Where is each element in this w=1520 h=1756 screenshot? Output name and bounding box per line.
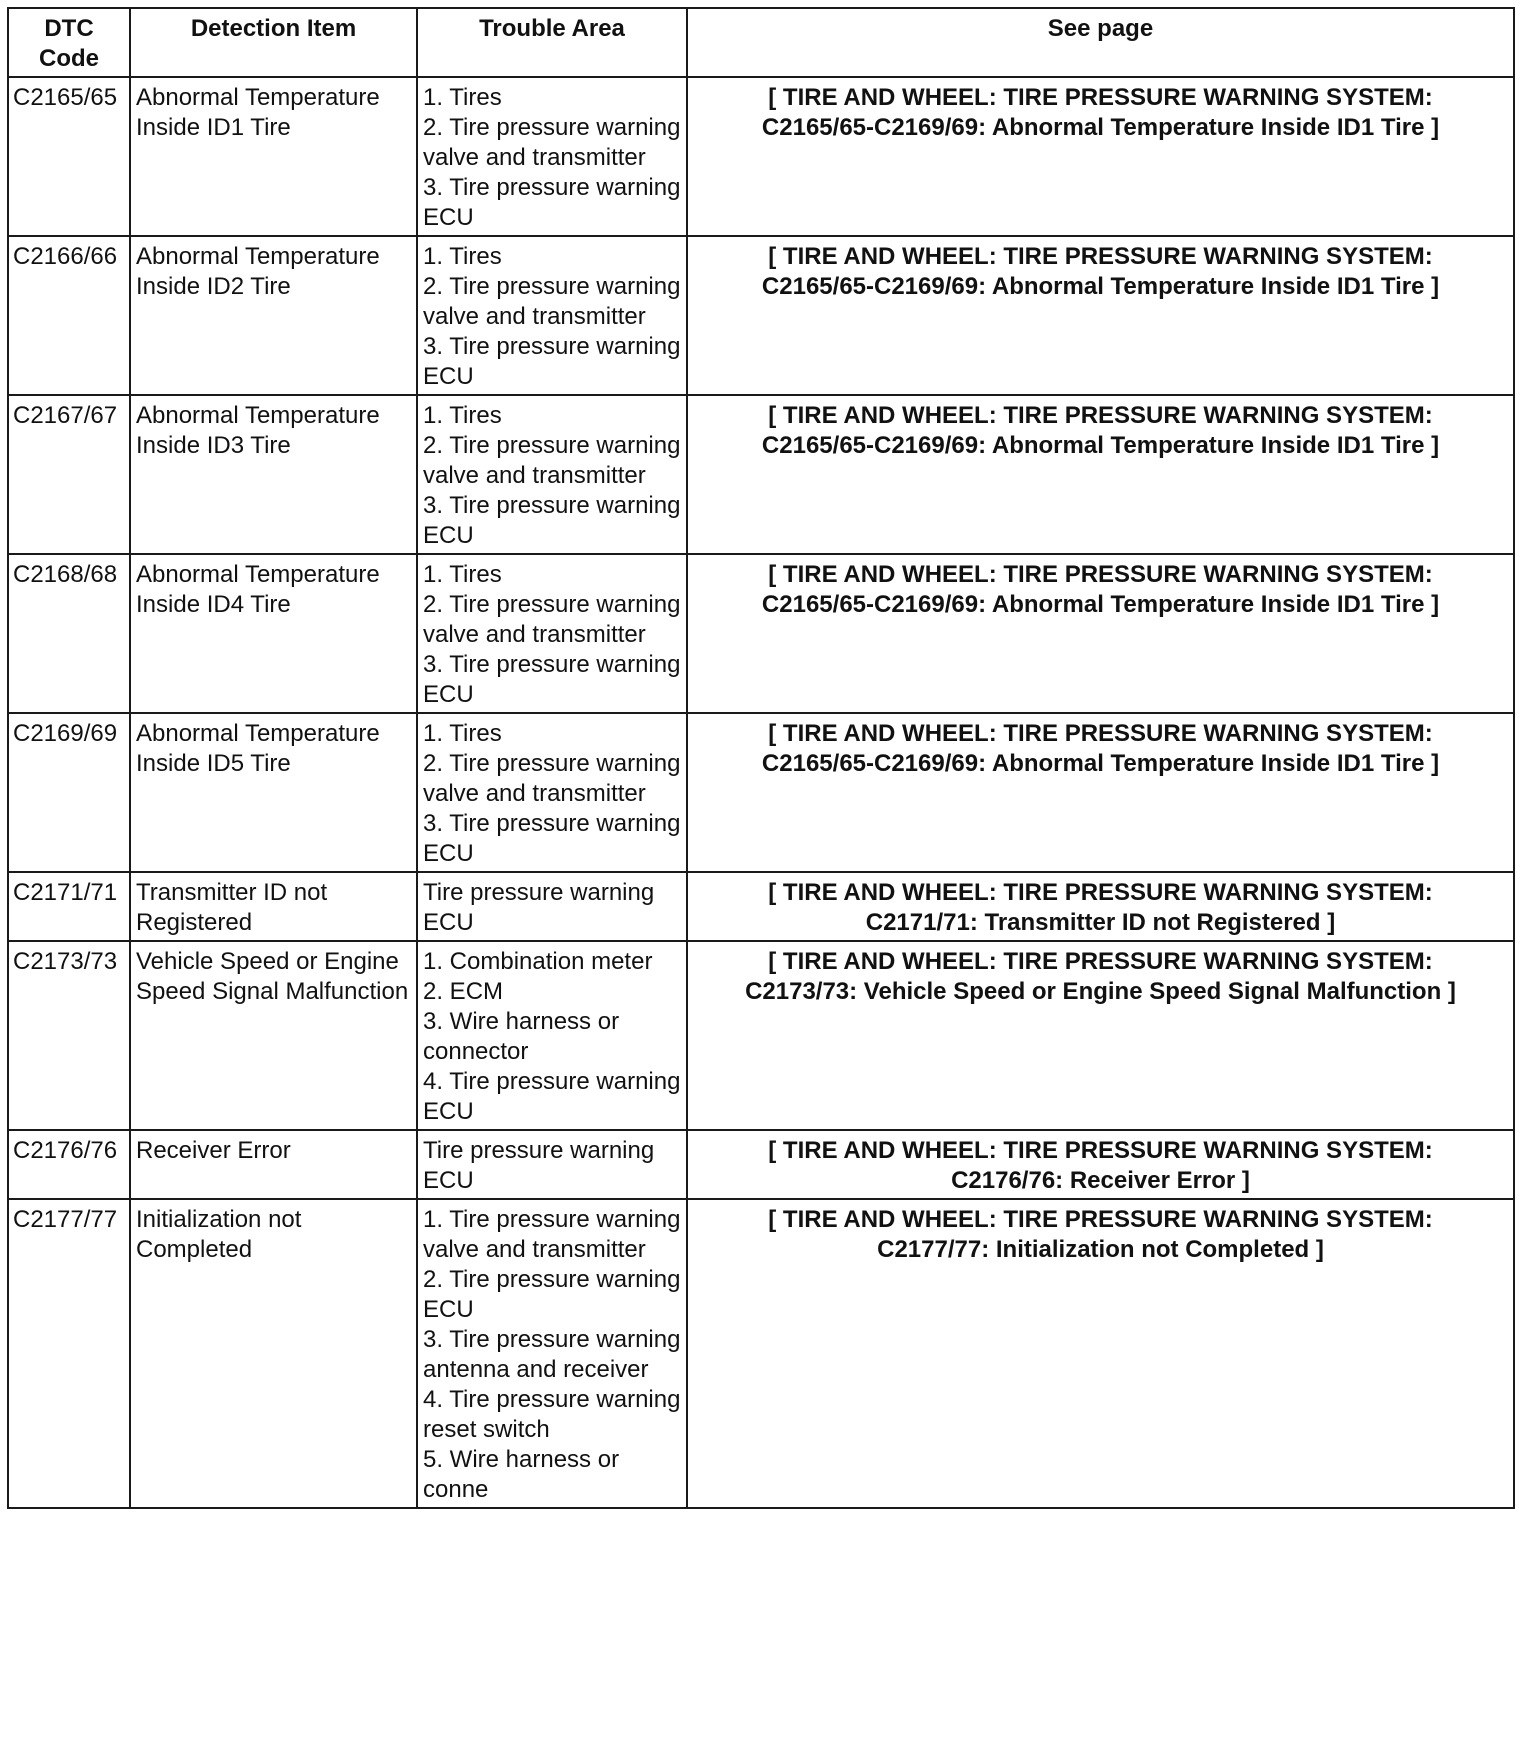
table-body	[8, 77, 1514, 1508]
detection-item-cell: Transmitter ID not Registered	[130, 872, 417, 941]
header-trouble-area: Trouble Area	[417, 8, 687, 77]
trouble-area-item: 2. Tire pressure warning valve and transmitter	[423, 273, 681, 330]
detection-item-cell: Abnormal Temperature Inside ID1 Tire	[130, 77, 417, 236]
table-row	[8, 77, 1514, 236]
see-page-cell	[687, 236, 1514, 395]
see-page-cell	[687, 1130, 1514, 1199]
detection-item-cell: Abnormal Temperature Inside ID5 Tire	[130, 713, 417, 872]
trouble-area-cell	[417, 77, 687, 236]
trouble-area-cell	[417, 713, 687, 872]
trouble-area-item: 3. Tire pressure warning ECU	[423, 333, 681, 390]
see-page-reference-link[interactable]: [ TIRE AND WHEEL: TIRE PRESSURE WARNING SYSTEM:	[768, 1137, 1433, 1164]
trouble-area-item: 4. Tire pressure warning reset switch	[423, 1386, 681, 1443]
see-page-reference-link[interactable]: [ TIRE AND WHEEL: TIRE PRESSURE WARNING SYSTEM:	[768, 561, 1433, 588]
trouble-area-cell	[417, 236, 687, 395]
trouble-area-cell	[417, 1199, 687, 1508]
trouble-area-item: 2. ECM	[423, 978, 504, 1005]
detection-item-cell: Vehicle Speed or Engine Speed Signal Malfunction	[130, 941, 417, 1130]
see-page-reference-link[interactable]: C2165/65-C2169/69: Abnormal Temperature Inside ID1 Tire ]	[761, 750, 1440, 777]
header-row	[8, 8, 1514, 77]
trouble-area-item: 1. Tires	[423, 84, 502, 111]
table-row	[8, 395, 1514, 554]
see-page-reference-link[interactable]: [ TIRE AND WHEEL: TIRE PRESSURE WARNING SYSTEM:	[768, 402, 1433, 429]
trouble-area-cell	[417, 1130, 687, 1199]
see-page-reference-link[interactable]: C2177/77: Initialization not Completed ]	[877, 1236, 1324, 1263]
dtc-code-cell: C2177/77	[8, 1199, 130, 1508]
dtc-code-cell: C2167/67	[8, 395, 130, 554]
dtc-code-cell: C2169/69	[8, 713, 130, 872]
table-row	[8, 941, 1514, 1130]
dtc-table	[7, 7, 1515, 1509]
trouble-area-cell	[417, 872, 687, 941]
see-page-cell	[687, 554, 1514, 713]
trouble-area-item: 3. Wire harness or connector	[423, 1008, 620, 1065]
see-page-reference-link[interactable]: C2176/76: Receiver Error ]	[951, 1167, 1250, 1194]
trouble-area-item: 1. Tires	[423, 720, 502, 747]
table-row	[8, 236, 1514, 395]
trouble-area-item: Tire pressure warning ECU	[423, 879, 655, 936]
dtc-code-cell: C2171/71	[8, 872, 130, 941]
dtc-code-cell: C2165/65	[8, 77, 130, 236]
trouble-area-item: 1. Tires	[423, 243, 502, 270]
see-page-cell	[687, 395, 1514, 554]
trouble-area-item: 3. Tire pressure warning antenna and receiver	[423, 1326, 681, 1383]
see-page-reference-link[interactable]: C2165/65-C2169/69: Abnormal Temperature Inside ID1 Tire ]	[761, 432, 1440, 459]
see-page-cell	[687, 941, 1514, 1130]
dtc-code-cell: C2176/76	[8, 1130, 130, 1199]
dtc-code-cell: C2168/68	[8, 554, 130, 713]
trouble-area-item: Tire pressure warning ECU	[423, 1137, 655, 1194]
see-page-reference-link[interactable]: [ TIRE AND WHEEL: TIRE PRESSURE WARNING SYSTEM:	[768, 84, 1433, 111]
detection-item-cell: Abnormal Temperature Inside ID3 Tire	[130, 395, 417, 554]
detection-item-cell: Abnormal Temperature Inside ID4 Tire	[130, 554, 417, 713]
see-page-cell	[687, 1199, 1514, 1508]
trouble-area-cell	[417, 941, 687, 1130]
table-row	[8, 1130, 1514, 1199]
see-page-reference-link[interactable]: C2173/73: Vehicle Speed or Engine Speed Signal Malfunction ]	[745, 978, 1456, 1005]
trouble-area-item: 1. Tires	[423, 402, 502, 429]
table-row	[8, 872, 1514, 941]
trouble-area-item: 3. Tire pressure warning ECU	[423, 651, 681, 708]
dtc-code-cell: C2166/66	[8, 236, 130, 395]
header-dtc-code: DTC Code	[8, 8, 130, 77]
header-see-page: See page	[687, 8, 1514, 77]
trouble-area-item: 3. Tire pressure warning ECU	[423, 174, 681, 231]
trouble-area-cell	[417, 554, 687, 713]
trouble-area-item: 2. Tire pressure warning ECU	[423, 1266, 681, 1323]
trouble-area-item: 1. Tires	[423, 561, 502, 588]
see-page-reference-link[interactable]: C2165/65-C2169/69: Abnormal Temperature Inside ID1 Tire ]	[761, 591, 1440, 618]
table-row	[8, 1199, 1514, 1508]
trouble-area-item: 3. Tire pressure warning ECU	[423, 492, 681, 549]
trouble-area-item: 2. Tire pressure warning valve and transmitter	[423, 114, 681, 171]
see-page-reference-link[interactable]: [ TIRE AND WHEEL: TIRE PRESSURE WARNING SYSTEM:	[768, 879, 1433, 906]
see-page-cell	[687, 872, 1514, 941]
see-page-reference-link[interactable]: [ TIRE AND WHEEL: TIRE PRESSURE WARNING SYSTEM:	[768, 948, 1433, 975]
trouble-area-item: 1. Tire pressure warning valve and transmitter	[423, 1206, 681, 1263]
trouble-area-item: 4. Tire pressure warning ECU	[423, 1068, 681, 1125]
see-page-reference-link[interactable]: [ TIRE AND WHEEL: TIRE PRESSURE WARNING SYSTEM:	[768, 720, 1433, 747]
see-page-cell	[687, 713, 1514, 872]
trouble-area-item: 2. Tire pressure warning valve and transmitter	[423, 432, 681, 489]
dtc-code-cell: C2173/73	[8, 941, 130, 1130]
table-row	[8, 554, 1514, 713]
table-row	[8, 713, 1514, 872]
trouble-area-item: 1. Combination meter	[423, 948, 653, 975]
detection-item-cell: Initialization not Completed	[130, 1199, 417, 1508]
trouble-area-item: 2. Tire pressure warning valve and transmitter	[423, 750, 681, 807]
see-page-reference-link[interactable]: C2165/65-C2169/69: Abnormal Temperature Inside ID1 Tire ]	[761, 114, 1440, 141]
detection-item-cell: Abnormal Temperature Inside ID2 Tire	[130, 236, 417, 395]
trouble-area-item: 2. Tire pressure warning valve and transmitter	[423, 591, 681, 648]
trouble-area-item: 5. Wire harness or conne	[423, 1446, 620, 1503]
see-page-cell	[687, 77, 1514, 236]
see-page-reference-link[interactable]: C2165/65-C2169/69: Abnormal Temperature Inside ID1 Tire ]	[761, 273, 1440, 300]
see-page-reference-link[interactable]: C2171/71: Transmitter ID not Registered ]	[865, 909, 1336, 936]
trouble-area-cell	[417, 395, 687, 554]
see-page-reference-link[interactable]: [ TIRE AND WHEEL: TIRE PRESSURE WARNING SYSTEM:	[768, 243, 1433, 270]
trouble-area-item: 3. Tire pressure warning ECU	[423, 810, 681, 867]
see-page-reference-link[interactable]: [ TIRE AND WHEEL: TIRE PRESSURE WARNING SYSTEM:	[768, 1206, 1433, 1233]
detection-item-cell: Receiver Error	[130, 1130, 417, 1199]
header-detection-item: Detection Item	[130, 8, 417, 77]
